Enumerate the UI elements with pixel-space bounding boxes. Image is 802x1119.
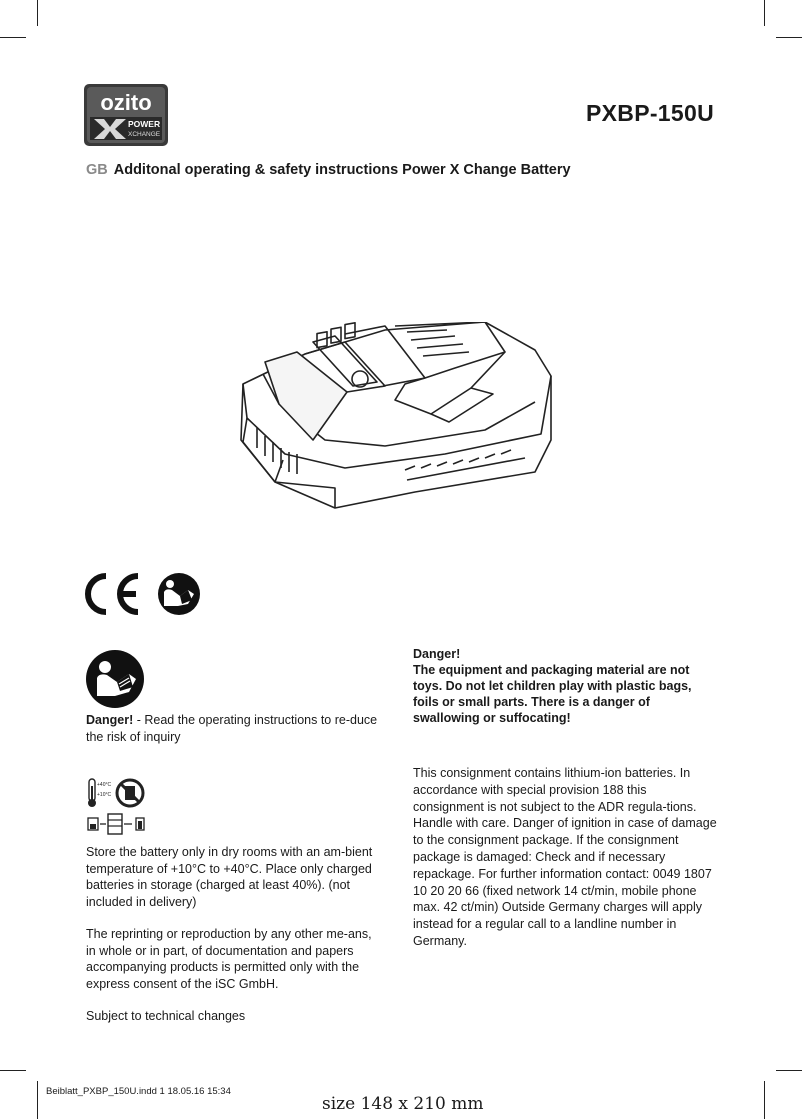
crop-mark bbox=[776, 1070, 802, 1071]
battery-illustration bbox=[235, 322, 555, 514]
temp-high-label: +40°C bbox=[97, 782, 112, 788]
crop-mark bbox=[37, 1081, 38, 1119]
manual-warning-text: - Read the operating instructions to re-duce the risk of inquiry bbox=[86, 713, 378, 744]
subtitle-text: Additonal operating & safety instructions Power X Change Battery bbox=[113, 162, 571, 178]
read-manual-icon bbox=[86, 650, 144, 708]
crop-mark bbox=[776, 37, 802, 38]
no-wet-storage-icon bbox=[117, 780, 143, 806]
ozito-logo bbox=[84, 84, 168, 146]
model-number: PXBP-150U bbox=[586, 100, 714, 126]
crop-mark bbox=[37, 0, 38, 26]
battery-charge-icon bbox=[88, 814, 144, 834]
crop-mark bbox=[764, 0, 765, 26]
technical-changes-notice: Subject to technical changes bbox=[86, 1009, 246, 1023]
file-info: Beiblatt_PXBP_150U.indd 1 18.05.16 15:34 bbox=[46, 1086, 231, 1097]
certification-marks bbox=[84, 570, 202, 618]
xchange-text: XCHANGE bbox=[128, 131, 161, 138]
danger-label: Danger! bbox=[86, 713, 134, 727]
storage-instructions: Store the battery only in dry rooms with an am-bient temperature of +10°C to +40°C. Place only charged batteries in storage (charged at least 40%). (not included in delivery) bbox=[86, 845, 373, 909]
manual-warning bbox=[86, 712, 384, 745]
read-manual-icon bbox=[158, 573, 200, 615]
brand-text: ozito bbox=[100, 90, 152, 115]
reprint-notice: The reprinting or reproduction by any other me-ans, in whole or in part, of documentation and papers accompanying products is permitted only with the express consent of the iSC GmbH. bbox=[86, 927, 372, 991]
thermometer-icon bbox=[88, 779, 96, 807]
page-subtitle bbox=[86, 162, 571, 178]
danger-toys-title: Danger! bbox=[413, 647, 461, 661]
language-code: GB bbox=[86, 162, 108, 178]
ce-mark-icon bbox=[88, 576, 138, 612]
danger-toys-text: The equipment and packaging material are not toys. Do not let children play with plastic bags, foils or small parts. There is a danger of swallowing or suffocating! bbox=[413, 663, 692, 725]
temp-low-label: +10°C bbox=[97, 792, 112, 798]
crop-mark bbox=[0, 1070, 26, 1071]
page-size-note: size 148 x 210 mm bbox=[322, 1094, 484, 1114]
consignment-info: This consignment contains lithium-ion batteries. In accordance with special provision 188 this consignment is not subject to the ADR regula-tions. Handle with care. Danger of ignition in case of damage to the consignment package. If the consignment package is damaged: Check and if necessary repackage. For further information contact: 0049 1807 10 20 20 66 (fixed network 14 ct/min, mobile phone max. 42 ct/min) Outside Germany charges will apply instead for a regular call to a landline number in Germany. bbox=[413, 766, 717, 948]
storage-conditions-icon bbox=[84, 776, 150, 836]
crop-mark bbox=[0, 37, 26, 38]
crop-mark bbox=[764, 1081, 765, 1119]
power-text: POWER bbox=[128, 119, 161, 129]
